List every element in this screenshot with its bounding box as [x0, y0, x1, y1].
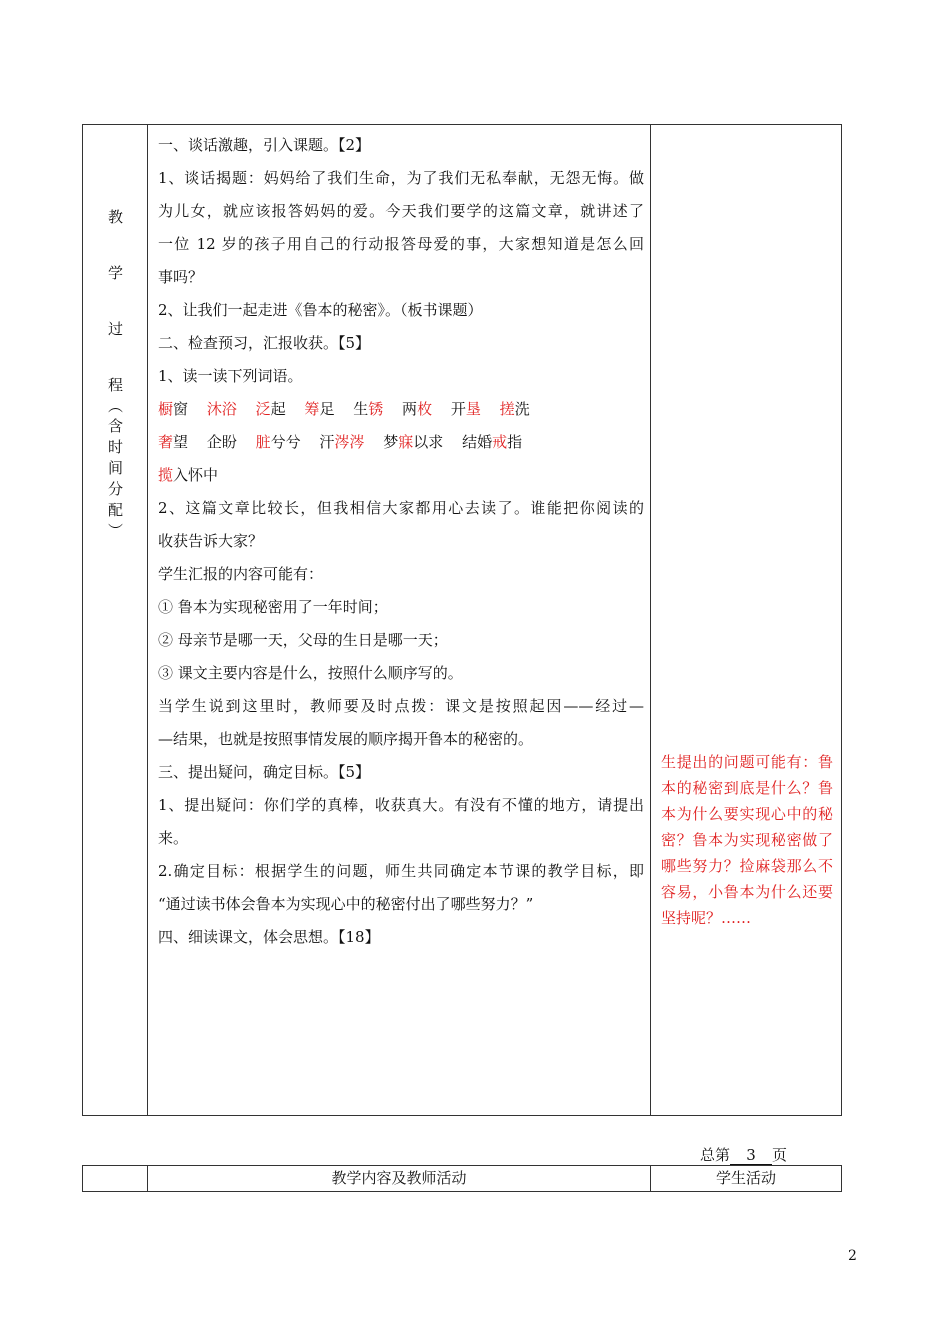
- footer-page-number: 2: [848, 1248, 857, 1264]
- student-activity-text: 生提出的问题可能有：鲁本的秘密到底是什么？鲁本为什么要实现心中的秘密？鲁本为实现秘密做了哪些努力？捡麻袋那么不容易，小鲁本为什么还要坚持呢？……: [661, 753, 833, 927]
- s3-para2-line: 2.确定目标：根据学生的问题，师生共同确定本节课的教学目标，即: [158, 862, 644, 880]
- s2-item: ③ 课文主要内容是什么，按照什么顺序写的。: [158, 664, 463, 682]
- lesson-table: [82, 124, 842, 1116]
- vocab-row-1: [158, 393, 644, 426]
- page-counter-number: 3: [730, 1146, 772, 1165]
- vocab-word: 搓洗: [499, 400, 530, 418]
- label-sub-char: 间: [107, 459, 123, 477]
- vocab-word: 开垦: [450, 400, 481, 418]
- vocab-word: 泛起: [255, 400, 286, 418]
- page-counter: [700, 1144, 787, 1165]
- section-2-title: 二、检查预习，汇报收获。【5】: [158, 334, 371, 352]
- label-sub-char: 分: [107, 480, 123, 498]
- section-3-title: 三、提出疑问，确定目标。【5】: [158, 763, 371, 781]
- label-sub-char: 配: [107, 501, 123, 519]
- header-empty-cell: [83, 1166, 148, 1191]
- teacher-content: [158, 129, 644, 954]
- vocab-word: 橱窗: [158, 400, 189, 418]
- paren-open: ︵: [107, 397, 123, 415]
- vocab-row-2: [158, 426, 644, 459]
- vocab-word: 梦寐以求: [383, 433, 444, 451]
- s2-para4-line: 当学生说到这里时，教师要及时点拨：课文是按照起因——经过—: [158, 697, 644, 715]
- vocab-word: 筹足: [304, 400, 335, 418]
- header-teacher-col: 教学内容及教师活动: [148, 1166, 651, 1191]
- student-activity-cell: [651, 125, 841, 1115]
- header-student-col: 学生活动: [715, 1169, 776, 1187]
- process-label-cell: [83, 125, 148, 1115]
- s2-para3: 学生汇报的内容可能有：: [158, 565, 324, 583]
- s3-para1-line: 1、提出疑问：你们学的真棒，收获真大。有没有不懂的地方，请提出: [158, 796, 644, 814]
- s3-para1-line: 来。: [158, 829, 189, 847]
- section-4-title: 四、细读课文，体会思想。【18】: [158, 928, 380, 946]
- vocab-word: 揽入怀中: [158, 466, 219, 484]
- page-counter-suffix: 页: [772, 1146, 788, 1164]
- process-label: [83, 207, 148, 541]
- s2-para2-line: 2、这篇文章比较长，但我相信大家都用心去读了。谁能把你阅读的: [158, 499, 644, 517]
- label-char: 程: [107, 376, 123, 394]
- vocab-word: 脏兮兮: [255, 433, 301, 451]
- teacher-content-cell: [148, 125, 651, 1115]
- vocab-word: 沐浴: [206, 400, 237, 418]
- s1-para2: 2、让我们一起走进《鲁本的秘密》。（板书课题）: [158, 301, 483, 319]
- label-char: 学: [107, 264, 123, 282]
- section-1-title: 一、谈话激趣，引入课题。【2】: [158, 136, 371, 154]
- vocab-row-3: [158, 459, 644, 492]
- vocab-word: 生锈: [353, 400, 384, 418]
- s1-para1-line: 为儿女，就应该报答妈妈的爱。今天我们要学的这篇文章，就讲述了: [158, 202, 644, 220]
- paren-close: ︶: [107, 522, 123, 540]
- s2-item: ① 鲁本为实现秘密用了一年时间；: [158, 598, 388, 616]
- page-counter-prefix: 总第: [700, 1146, 731, 1164]
- label-char: 教: [107, 208, 123, 226]
- s2-item: ② 母亲节是哪一天，父母的生日是哪一天；: [158, 631, 448, 649]
- s1-para1-line: 一位 12 岁的孩子用自己的行动报答母爱的事，大家想知道是怎么回: [158, 235, 644, 253]
- label-char: 过: [107, 320, 123, 338]
- label-sub-char: 时: [107, 438, 123, 456]
- s2-para2-line: 收获告诉大家？: [158, 532, 264, 550]
- vocab-word: 企盼: [206, 433, 237, 451]
- s2-para4-line: —结果，也就是按照事情发展的顺序揭开鲁本的秘密的。: [158, 730, 534, 748]
- vocab-word: 汗涔涔: [319, 433, 365, 451]
- header-table: [82, 1165, 842, 1192]
- s1-para1-line: 1、谈话揭题：妈妈给了我们生命，为了我们无私奉献，无怨无悔。做: [158, 169, 644, 187]
- label-sub-char: 含: [107, 417, 123, 435]
- s3-para2-line: “通过读书体会鲁本为实现心中的秘密付出了哪些努力？”: [158, 895, 534, 913]
- vocab-word: 奢望: [158, 433, 189, 451]
- vocab-word: 结婚戒指: [462, 433, 523, 451]
- s1-para1-line: 事吗？: [158, 268, 204, 286]
- s2-para1: 1、读一读下列词语。: [158, 367, 303, 385]
- vocab-word: 两枚: [402, 400, 433, 418]
